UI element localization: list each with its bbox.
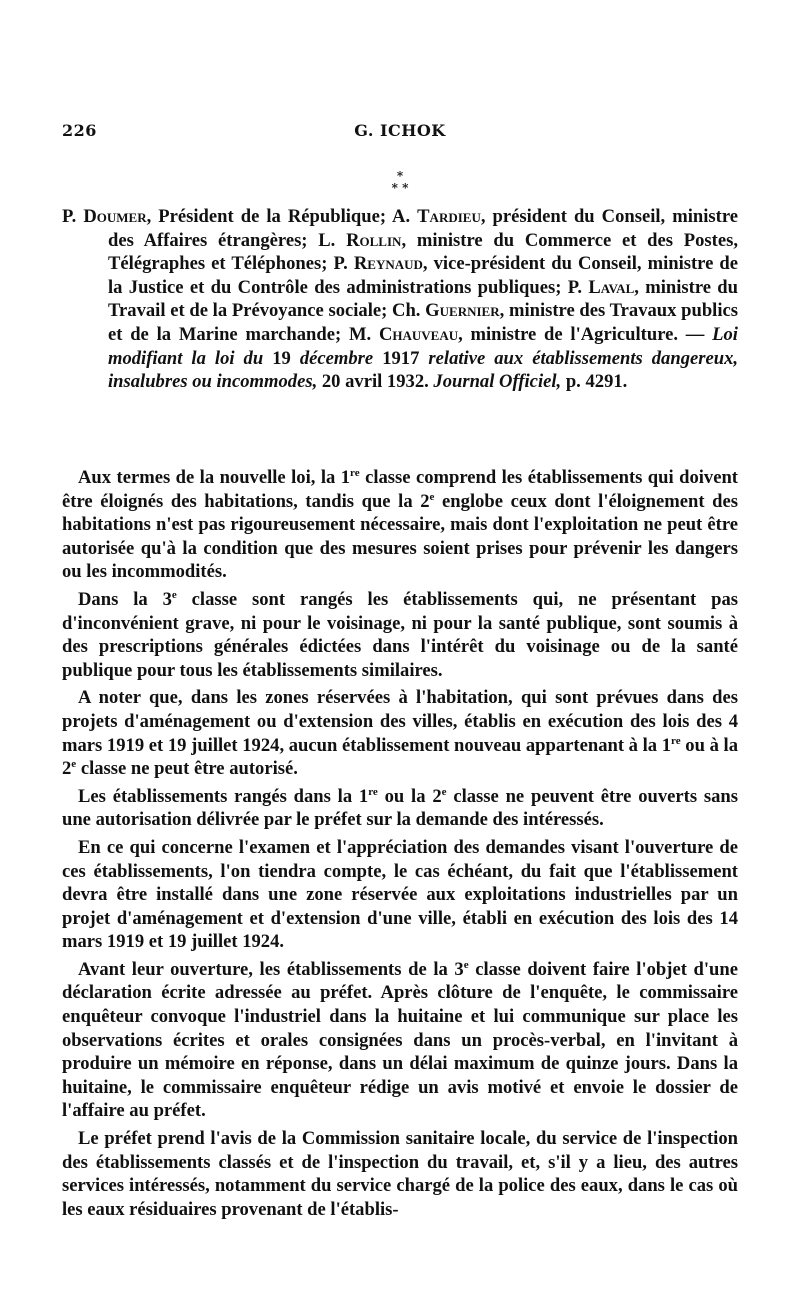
asterism-top: * bbox=[396, 169, 404, 183]
paragraph-text: Dans la 3 bbox=[78, 588, 172, 610]
citation-text: , président du Conseil, ministre des Affaires étrangères; L. bbox=[108, 206, 738, 251]
ordinal-superscript: e bbox=[429, 490, 435, 503]
paragraph-text: classe sont rangés les établissements qui, ne présentant pas d'inconvénient grave, ni pour le voisinage, ni pour la santé publique, sont soumis à des prescriptions générales édictées dans l'intérêt du voisinage ou de la santé publique pour tous les établissements similaires. bbox=[62, 588, 739, 681]
paragraph-text: ou la 2 bbox=[377, 785, 442, 807]
citation-text: , vice-président du Conseil, ministre de la Justice et du Contrôle des administrations publiques; P. bbox=[108, 253, 739, 298]
paragraph-text: ou à la 2 bbox=[62, 734, 738, 780]
citation-italic: décembre bbox=[299, 347, 374, 369]
ordinal-superscript: re bbox=[350, 466, 360, 479]
ordinal-superscript: e bbox=[71, 757, 77, 770]
citation-journal-title: Journal Officiel, bbox=[433, 371, 562, 393]
citation-text: , ministre des Travaux publics et de la Marine marchande; M. bbox=[108, 300, 738, 345]
law-citation bbox=[62, 205, 738, 394]
paragraph-text: classe ne peuvent être ouverts sans une autorisation délivrée par le préfet sur la demande des intéressés. bbox=[62, 785, 739, 831]
citation-text: , ministre du Commerce et des Postes, Télégraphes et Téléphones; P. bbox=[108, 229, 738, 275]
citation-text: 19 bbox=[263, 347, 300, 369]
ordinal-superscript: e bbox=[463, 958, 469, 971]
asterism-separator bbox=[0, 170, 800, 194]
citation-text: , ministre de l'Agriculture. — bbox=[458, 323, 713, 345]
paragraph-2 bbox=[62, 588, 738, 682]
page-number: 226 bbox=[62, 121, 97, 140]
citation-name-guernier: Guernier bbox=[425, 300, 500, 322]
citation-name-reynaud: Reynaud bbox=[353, 253, 423, 275]
paragraph-text: Les établissements rangés dans la 1 bbox=[78, 785, 369, 807]
ordinal-superscript: e bbox=[171, 588, 177, 601]
paragraph-7: Le préfet prend l'avis de la Commission sanitaire locale, du service de l'inspection des établissements classés et de l'inspection du travail, et, s'il y a lieu, des autres services intéressés, notamment du service chargé de la police des eaux, dans le cas où les eaux résiduaires provenant de l'établis- bbox=[62, 1128, 738, 1220]
paragraph-text: englobe ceux dont l'éloignement des habitations n'est pas rigoureusement nécessaire, mais dont l'exploitation ne peut être autorisée qu'à la condition que des mesures soient prises pour prévenir les dangers ou les incommodités. bbox=[62, 490, 738, 583]
paragraph-4 bbox=[62, 785, 738, 832]
paragraph-text: Aux termes de la nouvelle loi, la 1 bbox=[78, 467, 351, 488]
paragraph-5: En ce qui concerne l'examen et l'appréciation des demandes visant l'ouverture de ces établissements, l'on tiendra compte, le cas échéant, du fait que l'établissement devra être installé dans une zone réservée aux exploitations industrielles par un projet d'aménagement et d'extension d'une ville, établi en exécution des lois des 14 mars 1919 et 19 juillet 1924. bbox=[62, 836, 738, 953]
citation-name-laval: Laval bbox=[588, 276, 635, 298]
citation-text: 1917 bbox=[373, 347, 429, 369]
paragraph-3 bbox=[62, 686, 738, 780]
paragraph-text: classe ne peut être autorisé. bbox=[76, 758, 298, 780]
citation-text: , Président de la République; A. bbox=[146, 206, 418, 227]
paragraph-text: A noter que, dans les zones réservées à l'habitation, qui sont prévues dans des projets d'aménagement ou d'extension des villes, établis en exécution des lois des 4 mars 1919 et 19 juillet 1924, aucun établissement nouveau appartenant à la 1 bbox=[62, 687, 738, 756]
paragraph-text: Avant leur ouverture, les établissements de la 3 bbox=[78, 958, 464, 980]
running-title: G. ICHOK bbox=[354, 121, 446, 140]
citation-text: 20 avril 1932. bbox=[317, 371, 434, 393]
ordinal-superscript: re bbox=[368, 785, 378, 798]
citation-text: P. bbox=[62, 206, 84, 227]
citation-italic: relative aux établissements dangereux, insalubres ou incommodes, bbox=[108, 347, 739, 393]
citation-text: p. 4291. bbox=[561, 371, 628, 393]
citation-italic: Loi modifiant la loi du bbox=[108, 323, 738, 369]
citation-text: , ministre du Travail et de la Prévoyance sociale; Ch. bbox=[108, 276, 738, 322]
paragraph-text: classe doivent faire l'objet d'une déclaration écrite adressée au préfet. Après clôture de l'enquête, le commissaire enquêteur convoque l'industriel dans la huitaine et lui communique sur place les observations écrites et orales consignées dans un procès-verbal, en l'invitant à produire un mémoire en réponse, dans un délai maximum de quinze jours. Dans la huitaine, le commissaire enquêteur rédige un avis motivé et envoie le dossier de l'affaire au préfet. bbox=[62, 958, 738, 1122]
page-header bbox=[62, 121, 738, 145]
citation-name-doumer: Doumer bbox=[83, 206, 147, 227]
asterism-bottom: * * bbox=[391, 181, 409, 195]
paragraph-1 bbox=[62, 466, 738, 584]
ordinal-superscript: re bbox=[671, 734, 681, 747]
paragraph-text: classe comprend les établissements qui doivent être éloignés des habitations, tandis que la 2 bbox=[62, 467, 738, 512]
paragraph-6 bbox=[62, 958, 738, 1123]
citation-name-tardieu: Tardieu bbox=[417, 206, 481, 227]
body-text bbox=[62, 466, 738, 1225]
citation-name-rollin: Rollin bbox=[346, 229, 402, 251]
ordinal-superscript: e bbox=[441, 785, 447, 798]
citation-name-chauveau: Chauveau bbox=[378, 323, 459, 345]
